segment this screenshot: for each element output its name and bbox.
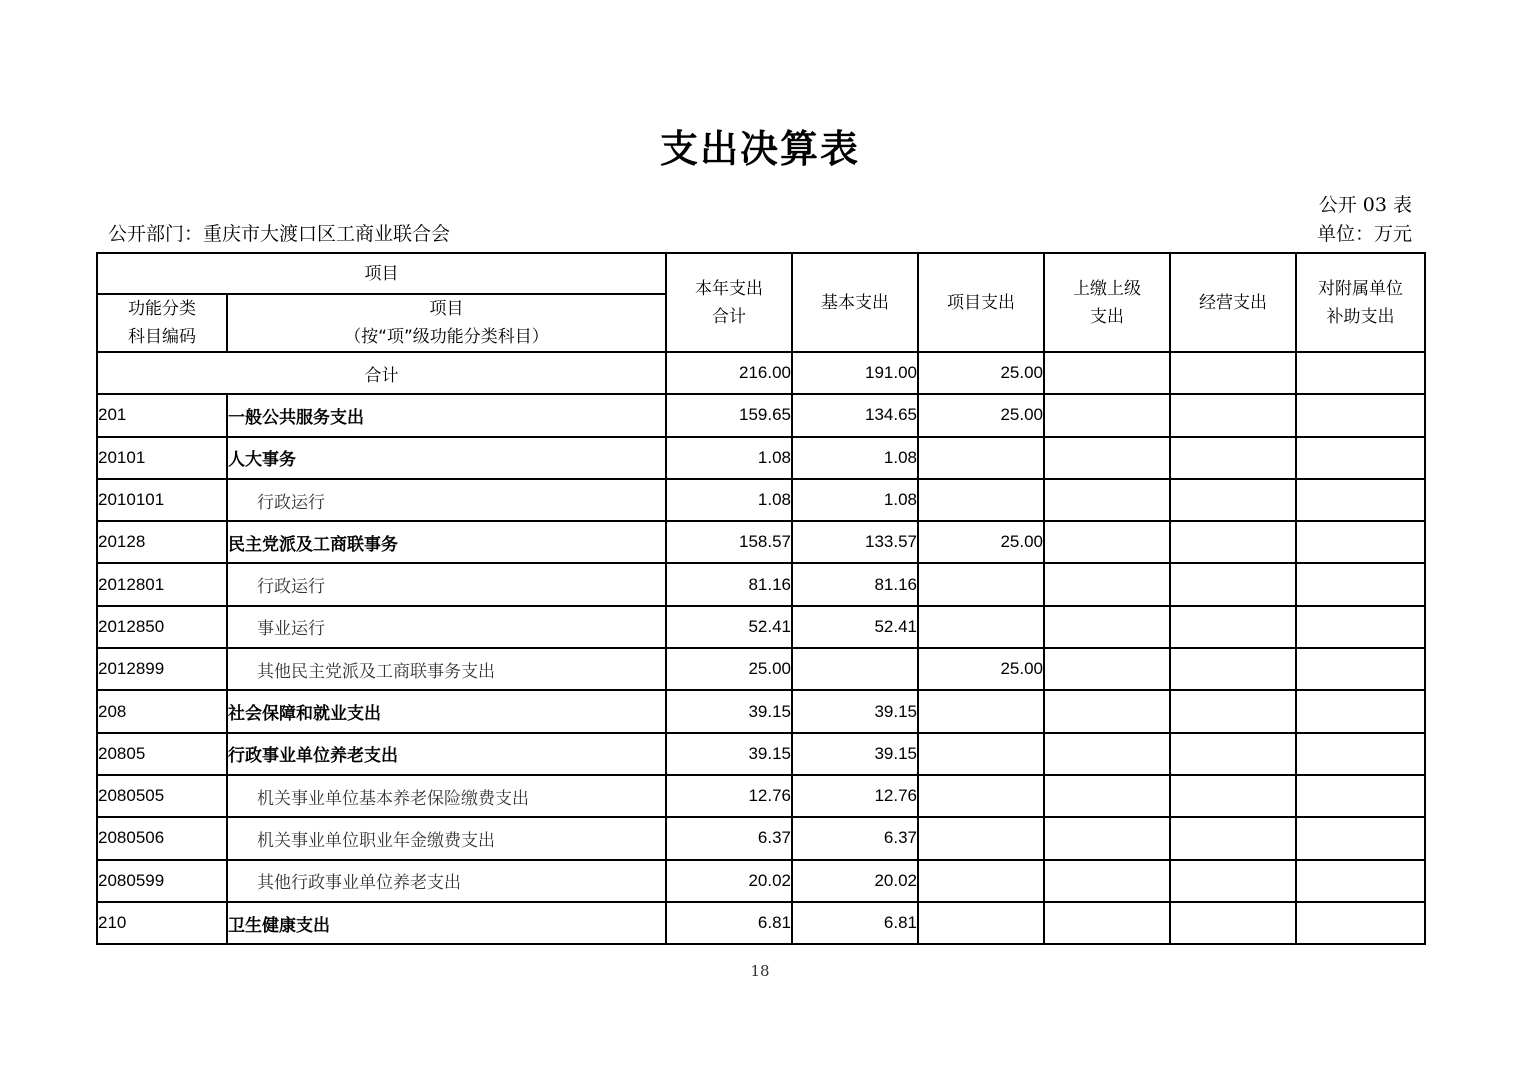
code-cell: 2010101 (97, 479, 227, 521)
business-cell (1170, 690, 1296, 732)
subsidiary-cell (1296, 690, 1425, 732)
subsidiary-cell (1296, 648, 1425, 690)
table-row (97, 733, 1425, 775)
table-row (97, 563, 1425, 605)
project-cell (918, 563, 1044, 605)
table-row (97, 394, 1425, 436)
name-cell: 机关事业单位职业年金缴费支出 (227, 817, 666, 859)
code-cell: 20101 (97, 437, 227, 479)
table-row (97, 860, 1425, 902)
table-row (97, 690, 1425, 732)
total-cell: 25.00 (666, 648, 792, 690)
business-cell (1170, 394, 1296, 436)
table-row (97, 521, 1425, 563)
table-row (97, 606, 1425, 648)
total-cell: 81.16 (666, 563, 792, 605)
business-cell (1170, 563, 1296, 605)
subsidiary-cell (1296, 563, 1425, 605)
upper-cell (1044, 521, 1170, 563)
project-cell: 25.00 (918, 352, 1044, 394)
total-cell: 12.76 (666, 775, 792, 817)
business-cell (1170, 437, 1296, 479)
basic-cell: 12.76 (792, 775, 918, 817)
upper-cell (1044, 648, 1170, 690)
upper-cell (1044, 437, 1170, 479)
project-cell (918, 733, 1044, 775)
basic-cell: 1.08 (792, 437, 918, 479)
code-cell: 210 (97, 902, 227, 944)
code-cell: 201 (97, 394, 227, 436)
upper-cell (1044, 352, 1170, 394)
header-subsidiary: 对附属单位 补助支出 (1296, 253, 1425, 352)
code-cell: 2080505 (97, 775, 227, 817)
business-cell (1170, 860, 1296, 902)
header-name: 项目 （按“项”级功能分类科目） (227, 294, 666, 352)
project-cell (918, 437, 1044, 479)
subsidiary-cell (1296, 606, 1425, 648)
subsidiary-cell (1296, 733, 1425, 775)
subsidiary-cell (1296, 352, 1425, 394)
basic-cell: 20.02 (792, 860, 918, 902)
upper-cell (1044, 563, 1170, 605)
project-cell (918, 817, 1044, 859)
project-cell: 25.00 (918, 394, 1044, 436)
header-code: 功能分类 科目编码 (97, 294, 227, 352)
page-number: 18 (750, 962, 770, 980)
subsidiary-cell (1296, 521, 1425, 563)
header-project-group: 项目 (97, 253, 666, 294)
code-cell: 2012801 (97, 563, 227, 605)
name-cell: 机关事业单位基本养老保险缴费支出 (227, 775, 666, 817)
upper-cell (1044, 775, 1170, 817)
page-title: 支出决算表 (659, 127, 860, 171)
header-total: 本年支出 合计 (666, 253, 792, 352)
upper-cell (1044, 817, 1170, 859)
total-cell: 20.02 (666, 860, 792, 902)
basic-cell: 1.08 (792, 479, 918, 521)
business-cell (1170, 902, 1296, 944)
business-cell (1170, 775, 1296, 817)
subsidiary-cell (1296, 860, 1425, 902)
upper-cell (1044, 733, 1170, 775)
name-cell: 一般公共服务支出 (227, 394, 666, 436)
basic-cell: 6.81 (792, 902, 918, 944)
header-upper: 上缴上级 支出 (1044, 253, 1170, 352)
basic-cell: 191.00 (792, 352, 918, 394)
code-cell: 2080599 (97, 860, 227, 902)
upper-cell (1044, 606, 1170, 648)
name-cell: 人大事务 (227, 437, 666, 479)
business-cell (1170, 648, 1296, 690)
business-cell (1170, 606, 1296, 648)
project-cell (918, 690, 1044, 732)
table-row (97, 648, 1425, 690)
unit-label: 单位：万元 (1316, 223, 1412, 245)
table-row (97, 902, 1425, 944)
subsidiary-cell (1296, 817, 1425, 859)
form-number: 公开 03 表 (1318, 194, 1412, 216)
total-cell: 1.08 (666, 437, 792, 479)
subsidiary-cell (1296, 479, 1425, 521)
business-cell (1170, 352, 1296, 394)
table-row (97, 817, 1425, 859)
table-row (97, 775, 1425, 817)
total-cell: 1.08 (666, 479, 792, 521)
project-cell: 25.00 (918, 521, 1044, 563)
project-cell (918, 606, 1044, 648)
business-cell (1170, 521, 1296, 563)
basic-cell: 39.15 (792, 733, 918, 775)
basic-cell: 81.16 (792, 563, 918, 605)
business-cell (1170, 479, 1296, 521)
name-cell: 行政运行 (227, 563, 666, 605)
expenditure-table (96, 252, 1426, 945)
header-project: 项目支出 (918, 253, 1044, 352)
name-cell: 社会保障和就业支出 (227, 690, 666, 732)
total-cell: 6.37 (666, 817, 792, 859)
name-cell: 行政运行 (227, 479, 666, 521)
project-cell (918, 479, 1044, 521)
subsidiary-cell (1296, 775, 1425, 817)
name-cell: 民主党派及工商联事务 (227, 521, 666, 563)
code-cell: 2080506 (97, 817, 227, 859)
total-row (97, 352, 1425, 394)
subsidiary-cell (1296, 394, 1425, 436)
total-label: 合计 (97, 352, 666, 394)
header-business: 经营支出 (1170, 253, 1296, 352)
basic-cell: 134.65 (792, 394, 918, 436)
total-cell: 52.41 (666, 606, 792, 648)
upper-cell (1044, 690, 1170, 732)
name-cell: 事业运行 (227, 606, 666, 648)
upper-cell (1044, 479, 1170, 521)
code-cell: 2012850 (97, 606, 227, 648)
basic-cell: 6.37 (792, 817, 918, 859)
upper-cell (1044, 860, 1170, 902)
total-cell: 39.15 (666, 733, 792, 775)
department-label: 公开部门：重庆市大渡口区工商业联合会 (108, 223, 451, 245)
basic-cell: 52.41 (792, 606, 918, 648)
total-cell: 39.15 (666, 690, 792, 732)
project-cell: 25.00 (918, 648, 1044, 690)
project-cell (918, 775, 1044, 817)
code-cell: 20128 (97, 521, 227, 563)
basic-cell: 133.57 (792, 521, 918, 563)
upper-cell (1044, 902, 1170, 944)
total-cell: 159.65 (666, 394, 792, 436)
basic-cell (792, 648, 918, 690)
project-cell (918, 860, 1044, 902)
business-cell (1170, 733, 1296, 775)
code-cell: 20805 (97, 733, 227, 775)
project-cell (918, 902, 1044, 944)
total-cell: 6.81 (666, 902, 792, 944)
code-cell: 208 (97, 690, 227, 732)
subsidiary-cell (1296, 437, 1425, 479)
upper-cell (1044, 394, 1170, 436)
total-cell: 216.00 (666, 352, 792, 394)
name-cell: 卫生健康支出 (227, 902, 666, 944)
table-row (97, 479, 1425, 521)
total-cell: 158.57 (666, 521, 792, 563)
code-cell: 2012899 (97, 648, 227, 690)
basic-cell: 39.15 (792, 690, 918, 732)
header-basic: 基本支出 (792, 253, 918, 352)
subsidiary-cell (1296, 902, 1425, 944)
table-row (97, 437, 1425, 479)
business-cell (1170, 817, 1296, 859)
name-cell: 行政事业单位养老支出 (227, 733, 666, 775)
name-cell: 其他行政事业单位养老支出 (227, 860, 666, 902)
name-cell: 其他民主党派及工商联事务支出 (227, 648, 666, 690)
